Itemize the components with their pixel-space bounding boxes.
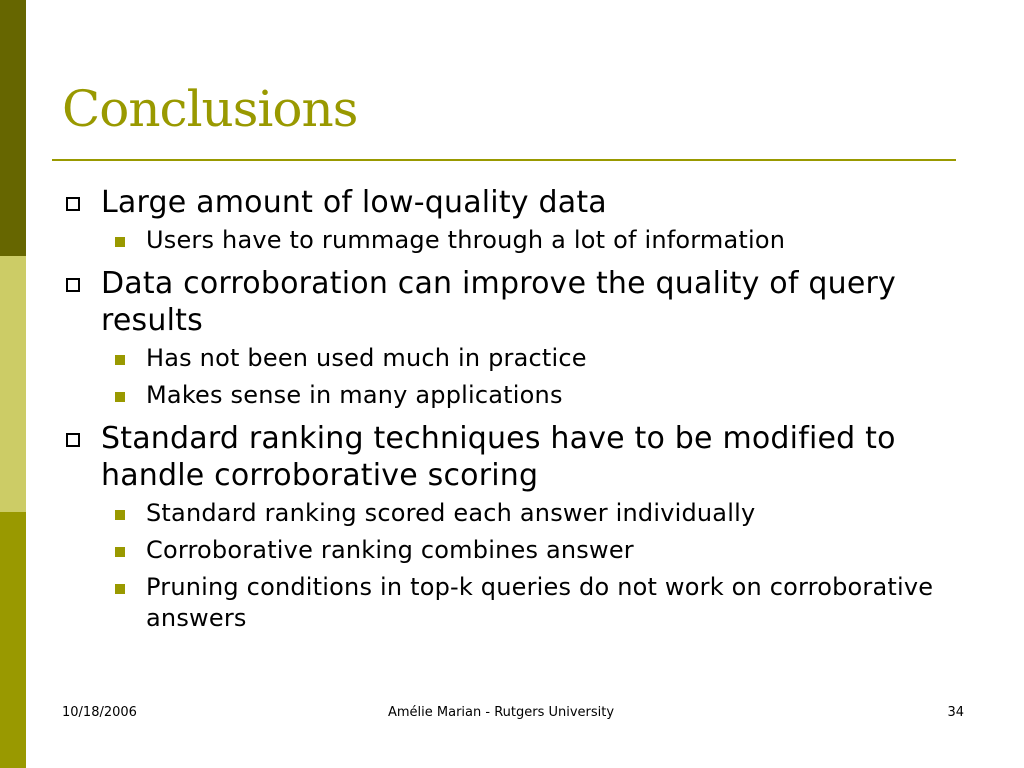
sub-bullet-text: Standard ranking scored each answer individually xyxy=(146,499,756,527)
bullet-item xyxy=(62,184,962,256)
sub-bullet-item xyxy=(101,380,962,411)
slide-title: Conclusions xyxy=(62,80,358,138)
bullet-item xyxy=(62,265,962,411)
sub-bullet-text: Users have to rummage through a lot of information xyxy=(146,226,786,254)
sidebar-band-middle xyxy=(0,256,26,512)
sub-bullet-item xyxy=(101,343,962,374)
bullet-text: Standard ranking techniques have to be modified to handle corroborative scoring xyxy=(101,421,896,493)
filled-square-bullet-icon xyxy=(115,584,125,594)
sub-bullet-item xyxy=(101,225,962,256)
filled-square-bullet-icon xyxy=(115,355,125,365)
hollow-square-bullet-icon xyxy=(66,197,80,211)
sub-bullet-list xyxy=(101,343,962,411)
hollow-square-bullet-icon xyxy=(66,278,80,292)
bullet-text: Data corroboration can improve the quality of query results xyxy=(101,266,896,338)
sub-bullet-text: Corroborative ranking combines answer xyxy=(146,536,634,564)
sub-bullet-text: Has not been used much in practice xyxy=(146,344,587,372)
sub-bullet-list xyxy=(101,498,962,634)
footer-author: Amélie Marian - Rutgers University xyxy=(388,705,615,720)
footer-date: 10/18/2006 xyxy=(62,705,137,720)
sub-bullet-item xyxy=(101,572,962,634)
sub-bullet-text: Pruning conditions in top-k queries do not work on corroborative answers xyxy=(146,573,934,632)
sidebar-band-bottom xyxy=(0,512,26,768)
hollow-square-bullet-icon xyxy=(66,433,80,447)
sub-bullet-item xyxy=(101,498,962,529)
filled-square-bullet-icon xyxy=(115,392,125,402)
filled-square-bullet-icon xyxy=(115,237,125,247)
sub-bullet-list xyxy=(101,225,962,256)
title-divider xyxy=(52,159,956,161)
bullet-list xyxy=(62,184,962,634)
sidebar-band-top xyxy=(0,0,26,256)
sub-bullet-item xyxy=(101,535,962,566)
bullet-item xyxy=(62,420,962,634)
footer-page-number: 34 xyxy=(947,705,964,720)
sub-bullet-text: Makes sense in many applications xyxy=(146,381,563,409)
filled-square-bullet-icon xyxy=(115,510,125,520)
bullet-text: Large amount of low-quality data xyxy=(101,185,607,220)
filled-square-bullet-icon xyxy=(115,547,125,557)
